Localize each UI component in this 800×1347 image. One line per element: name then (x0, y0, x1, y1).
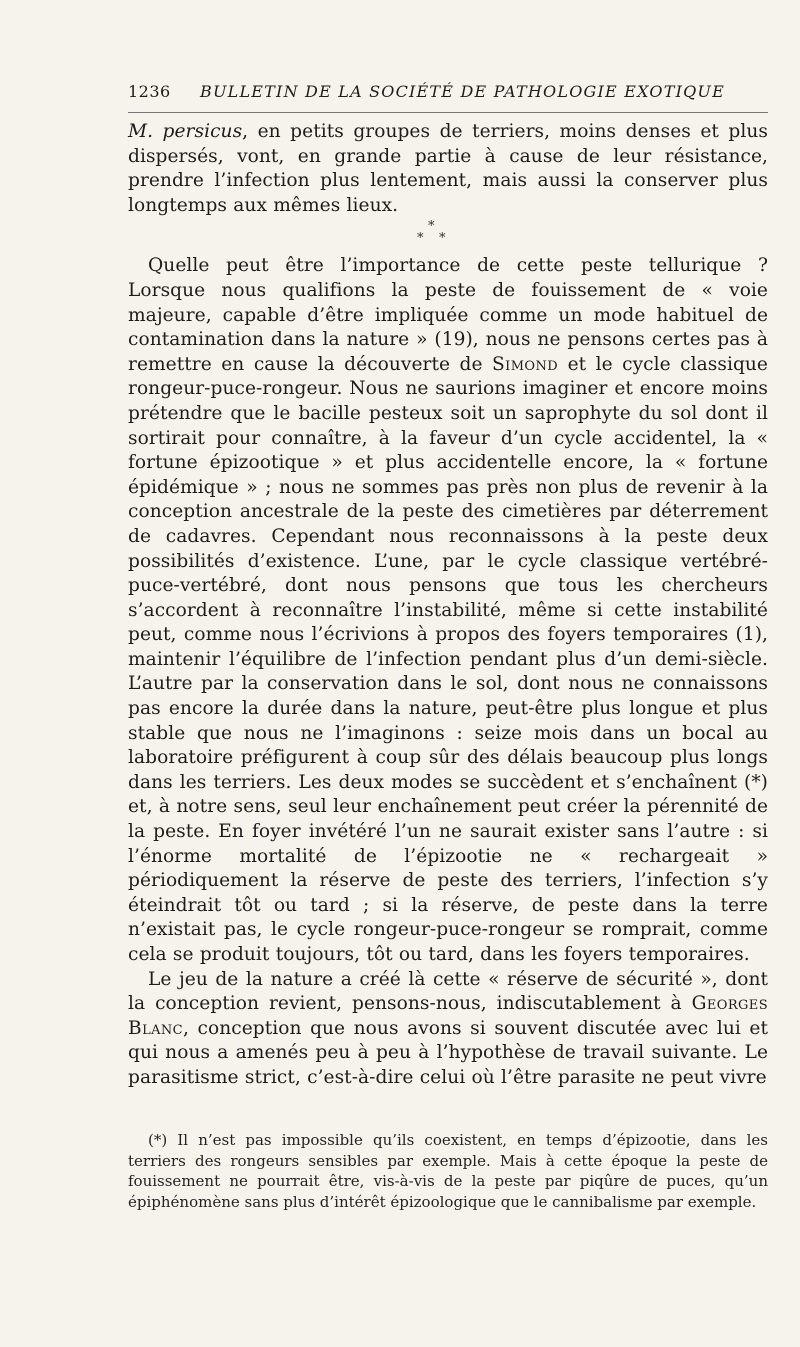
paragraph-3-text-a: Le jeu de la nature a créé là cette « réserve de sécurité », dont la conception revient, pensons-nous, indiscutablement à (128, 968, 768, 1015)
paragraph-2 (128, 254, 768, 967)
footnote-marker: (*) (148, 1131, 168, 1149)
paragraph-2-text-a: Quelle peut être l’importance de cette peste tellurique ? Lorsque nous qualifions la peste de fouissement de « voie majeure, capable d’être impliquée comme un mode habituel de contamination dans la nature » (19), nous ne pensons certes pas à remettre en cause la découverte de (128, 255, 768, 375)
footnote-paragraph (128, 1130, 768, 1212)
paragraph-3 (128, 968, 768, 1091)
paragraph-1 (128, 120, 768, 218)
paragraph-3-text-b: , conception que nous avons si souvent discutée avec lui et qui nous a amenés peu à peu à l’hypothèse de travail suivante. Le parasitisme strict, c’est-à-dire celui où l’être parasite ne peut vivre (128, 1017, 768, 1088)
asterism-star-top: * (428, 219, 435, 235)
species-name: M. persicus (128, 121, 243, 142)
page-number: 1236 (128, 82, 171, 101)
main-text (128, 120, 768, 1091)
paragraph-2-text-b: et le cycle classique rongeur-puce-rongeur. Nous ne saurions imaginer et encore moins prétendre que le bacille pesteux soit un saprophyte du sol dont il sortirait pour connaître, à la faveur d’un cycle accidentel, la « fortune épizootique » et plus accidentelle encore, la « fortune épidémique » ; nous ne sommes pas près non plus de revenir à la conception ancestrale de la peste des cimetières par déterrement de cadavres. Cependant nous reconnaissons à la peste deux possibilités d’existence. L’une, par le cycle classique vertébré-puce-vertébré, dont nous pensons que tous les chercheurs s’accordent à reconnaître l’instabilité, même si cette instabilité peut, comme nous l’écrivions à propos des foyers temporaires (1), maintenir l’équilibre de l’infection pendant plus d’un demi-siècle. L’autre par la conservation dans le sol, dont nous ne connaissons pas encore la durée dans la nature, peut-être plus longue et plus stable que nous ne l’imaginons : seize mois dans un bocal au laboratoire préfigurent à coup sûr des délais beaucoup plus longs dans les terriers. Les deux modes se succèdent et s’enchaînent (*) et, à notre sens, seul leur enchaînement peut créer la pérennité de la peste. En foyer invétéré l’un ne saurait exister sans l’autre : si l’énorme mortalité de l’épizootie ne « rechargeait » périodiquement la réserve de peste des terriers, l’infection s’y éteindrait tôt ou tard ; si la réserve, de peste dans la terre n’existait pas, le cycle rongeur-puce-rongeur se romprait, comme cela se produit toujours, tôt ou tard, dans les foyers temporaires. (128, 353, 768, 965)
footnote (128, 1130, 768, 1212)
author-georges-blanc: Georges Blanc (128, 993, 768, 1039)
footnote-text: Il n’est pas impossible qu’ils coexistent, en temps d’épizootie, dans les terriers des rongeurs sensibles par exemple. Mais à cette époque la peste de fouissement ne pourrait être, vis-à-vis de la peste par piqûre de puces, qu’un épiphénomène sans plus d’intérêt épizoologique que le cannibalisme par exemple. (128, 1131, 768, 1211)
running-header (128, 82, 768, 108)
section-separator (128, 218, 768, 254)
asterism-star-right: * (439, 231, 446, 247)
running-title: BULLETIN DE LA SOCIÉTÉ DE PATHOLOGIE EXOTIQUE (200, 82, 725, 101)
asterism-star-left: * (417, 231, 424, 247)
paragraph-1-text: , en petits groupes de terriers, moins denses et plus dispersés, vont, en grande partie à cause de leur résistance, prendre l’infection plus lentement, mais aussi la conserver plus longtemps aux mêmes lieux. (128, 121, 768, 216)
header-rule (128, 112, 768, 113)
author-simond: Simond (492, 353, 559, 375)
